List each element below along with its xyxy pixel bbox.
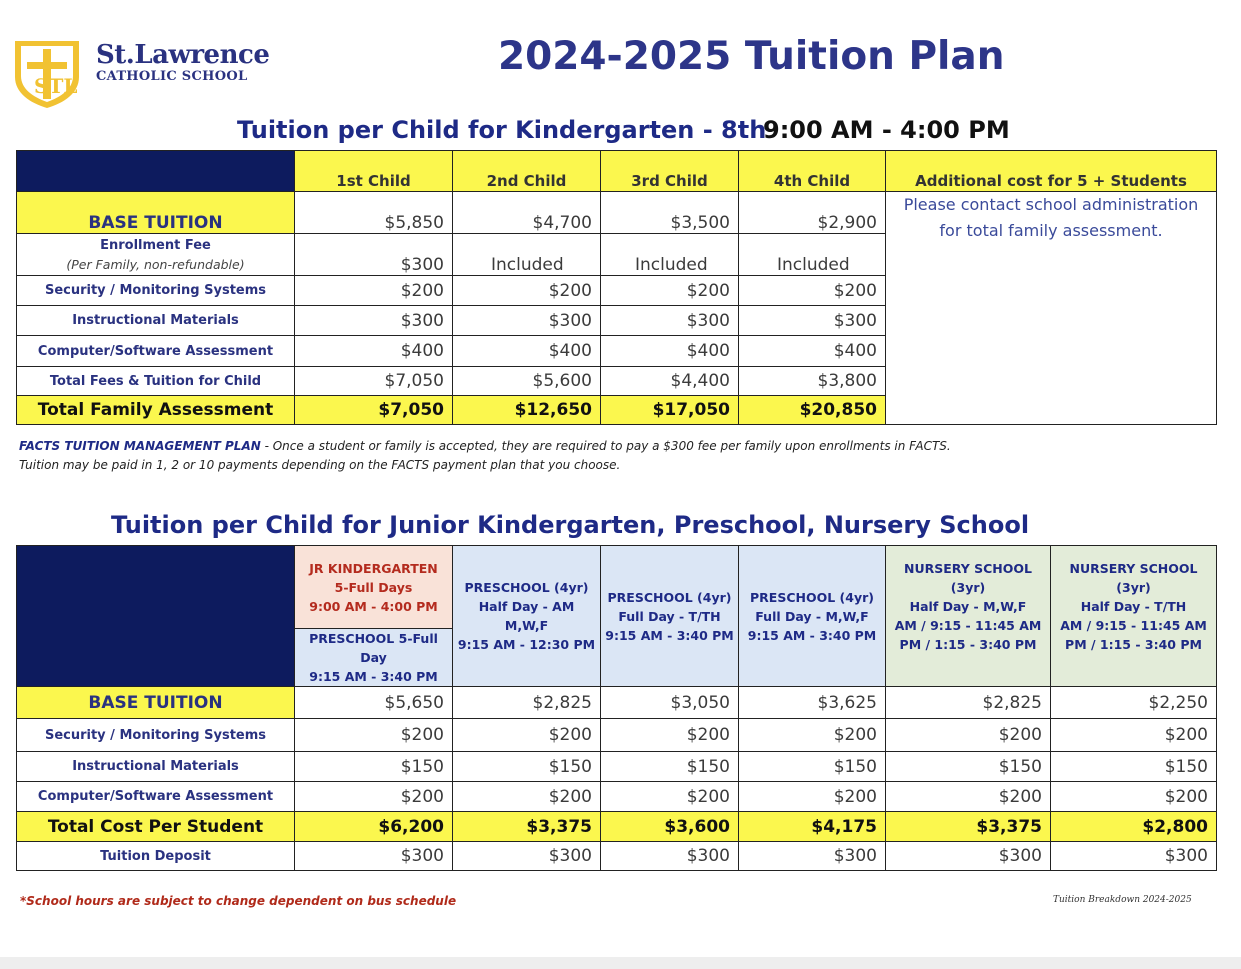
cell-value: $3,600 [601, 812, 739, 842]
row-label: Total Cost Per Student [17, 812, 295, 842]
header-line: Full Day - T/TH [618, 608, 721, 624]
cell-value: $12,650 [453, 396, 601, 425]
header-line: 9:00 AM - 4:00 PM [309, 598, 438, 614]
cell-value: $300 [295, 234, 453, 276]
column-header-jr-kindergarten [295, 546, 453, 629]
cell-value: $300 [453, 842, 601, 871]
cell-value: $300 [739, 842, 886, 871]
cell-value: $200 [1051, 719, 1217, 752]
cell-value: Included [453, 234, 601, 276]
row-label: Security / Monitoring Systems [17, 276, 295, 306]
cell-value: $3,800 [739, 367, 886, 396]
cell-value: $4,175 [739, 812, 886, 842]
cell-value: Included [601, 234, 739, 276]
cell-value: $200 [739, 719, 886, 752]
cell-value: Included [739, 234, 886, 276]
column-header-preschool-5-full-day [295, 629, 453, 687]
cell-value: $3,625 [739, 687, 886, 719]
facts-line-2: Tuition may be paid in 1, 2 or 10 payments depending on the FACTS payment plan that you choose. [19, 458, 621, 472]
header-line: PRESCHOOL 5-Full Day [309, 631, 438, 665]
facts-line-1: - Once a student or family is accepted, they are required to pay a $300 fee per family upon enrollments in FACTS. [260, 439, 951, 453]
column-header: 1st Child [295, 151, 453, 192]
cell-value: $6,200 [295, 812, 453, 842]
document-footer-label: Tuition Breakdown 2024-2025 [1053, 895, 1192, 905]
row-label: Instructional Materials [17, 306, 295, 336]
row-label: Security / Monitoring Systems [17, 719, 295, 752]
column-header-preschool-half-day [453, 546, 601, 687]
cell-value: $200 [601, 719, 739, 752]
header-line: AM / 9:15 - 11:45 AM [894, 617, 1042, 633]
column-header: 2nd Child [453, 151, 601, 192]
table-row [17, 782, 1217, 812]
header-line: JR KINDERGARTEN [309, 560, 438, 576]
k8-section-title: Tuition per Child for Kindergarten - 8th [237, 116, 767, 144]
cell-value: $200 [453, 782, 601, 812]
cell-value: $5,600 [453, 367, 601, 396]
cell-value: $200 [739, 782, 886, 812]
cell-value: $300 [453, 306, 601, 336]
cell-value: $150 [295, 752, 453, 782]
column-header-nursery-mwf [886, 546, 1051, 687]
cell-value: $300 [295, 306, 453, 336]
header-line: NURSERY SCHOOL (3yr) [904, 560, 1032, 595]
row-label: Instructional Materials [17, 752, 295, 782]
cell-value: $150 [739, 752, 886, 782]
header-line: 9:15 AM - 12:30 PM [457, 637, 596, 652]
cell-value: $2,250 [1051, 687, 1217, 719]
enrollment-fee-sublabel: (Per Family, non-refundable) [66, 256, 245, 272]
page-title: 2024-2025 Tuition Plan [498, 34, 1005, 79]
k8-hours: 9:00 AM - 4:00 PM [763, 116, 1010, 144]
cell-value: $5,650 [295, 687, 453, 719]
facts-heading: FACTS TUITION MANAGEMENT PLAN [19, 439, 261, 453]
page-bottom-edge [0, 957, 1241, 969]
header-line: Half Day - T/TH [1080, 598, 1187, 614]
column-header-nursery-tth [1051, 546, 1217, 687]
cell-value: $400 [601, 336, 739, 367]
school-subtitle: CATHOLIC SCHOOL [96, 69, 248, 84]
row-label: Computer/Software Assessment [17, 336, 295, 367]
cell-value: $300 [601, 842, 739, 871]
row-label: BASE TUITION [17, 687, 295, 719]
table-row [17, 842, 1217, 871]
cell-value: $3,375 [886, 812, 1051, 842]
cell-value: $300 [739, 306, 886, 336]
column-header-preschool-full-day-tth [601, 546, 739, 687]
cell-value: $200 [295, 782, 453, 812]
cell-value: $300 [1051, 842, 1217, 871]
cell-value: $400 [739, 336, 886, 367]
row-label: Computer/Software Assessment [17, 782, 295, 812]
cell-value: $150 [601, 752, 739, 782]
additional-cost-note: Please contact school administration for total family assessment. [886, 192, 1217, 425]
cell-value: $200 [601, 276, 739, 306]
cell-value: $200 [601, 782, 739, 812]
cell-value: $300 [886, 842, 1051, 871]
cell-value: $200 [295, 276, 453, 306]
cell-value: $3,500 [601, 192, 739, 234]
cell-value: $200 [453, 719, 601, 752]
header-line: PRESCHOOL (4yr) [607, 589, 732, 605]
enrollment-fee-label: Enrollment Fee [100, 237, 211, 253]
cell-value: $300 [601, 306, 739, 336]
jk-tuition-table [16, 545, 1217, 871]
cell-value: $7,050 [295, 396, 453, 425]
column-header: 4th Child [739, 151, 886, 192]
cell-value: $17,050 [601, 396, 739, 425]
cell-value: $200 [453, 276, 601, 306]
cell-value: $3,375 [453, 812, 601, 842]
cell-value: $200 [739, 276, 886, 306]
header-corner [17, 546, 295, 687]
school-name: St.Lawrence [96, 40, 270, 70]
row-label: BASE TUITION [17, 192, 295, 234]
column-header: Additional cost for 5 + Students [886, 151, 1217, 192]
header-line: 9:15 AM - 3:40 PM [605, 627, 734, 643]
header-line: PRESCHOOL (4yr) [464, 580, 589, 595]
cell-value: $150 [886, 752, 1051, 782]
table-header-row [17, 546, 1217, 629]
cell-value: $20,850 [739, 396, 886, 425]
cell-value: $3,050 [601, 687, 739, 719]
header-line: 9:15 AM - 3:40 PM [309, 669, 438, 684]
cell-value: $150 [1051, 752, 1217, 782]
cell-value: $2,900 [739, 192, 886, 234]
column-header: 3rd Child [601, 151, 739, 192]
cell-value: $150 [453, 752, 601, 782]
cell-value: $400 [453, 336, 601, 367]
k8-tuition-table [16, 150, 1217, 425]
header-line: 9:15 AM - 3:40 PM [747, 627, 877, 643]
cell-value: $200 [886, 782, 1051, 812]
table-row [17, 192, 1217, 234]
table-header-row [17, 151, 1217, 192]
header-line: AM / 9:15 - 11:45 AM [1060, 617, 1207, 633]
cell-value: $300 [295, 842, 453, 871]
column-header-preschool-full-day-mwf [739, 546, 886, 687]
facts-plan-note [19, 437, 1219, 475]
cell-value: $2,825 [886, 687, 1051, 719]
cell-value: $200 [1051, 782, 1217, 812]
table-row [17, 752, 1217, 782]
cell-value: $7,050 [295, 367, 453, 396]
school-crest-logo [12, 37, 82, 109]
header-corner [17, 151, 295, 192]
jk-section-title: Tuition per Child for Junior Kindergarten, Preschool, Nursery School [111, 511, 1030, 539]
row-label: Total Family Assessment [17, 396, 295, 425]
cell-value: $200 [886, 719, 1051, 752]
cell-value: $200 [295, 719, 453, 752]
bus-schedule-footnote: *School hours are subject to change dependent on bus schedule [20, 894, 457, 908]
table-row [17, 719, 1217, 752]
cell-value: $2,825 [453, 687, 601, 719]
header-line: Half Day - AM M,W,F [478, 599, 575, 633]
header-line: Full Day - M,W,F [755, 608, 869, 624]
row-label: Tuition Deposit [17, 842, 295, 871]
table-row [17, 687, 1217, 719]
row-label: Total Fees & Tuition for Child [17, 367, 295, 396]
header-line: PM / 1:15 - 3:40 PM [899, 636, 1037, 652]
cell-value: $5,850 [295, 192, 453, 234]
header-line: NURSERY SCHOOL (3yr) [1069, 560, 1198, 595]
header-line: Half Day - M,W,F [909, 598, 1027, 614]
cell-value: $2,800 [1051, 812, 1217, 842]
header-line: PM / 1:15 - 3:40 PM [1065, 636, 1202, 652]
cell-value: $400 [295, 336, 453, 367]
header-line: 5-Full Days [334, 579, 413, 595]
total-row [17, 812, 1217, 842]
logo-letters: STL [34, 74, 78, 98]
cell-value: $4,400 [601, 367, 739, 396]
row-label [17, 234, 295, 276]
header-line: PRESCHOOL (4yr) [750, 589, 874, 605]
cell-value: $4,700 [453, 192, 601, 234]
